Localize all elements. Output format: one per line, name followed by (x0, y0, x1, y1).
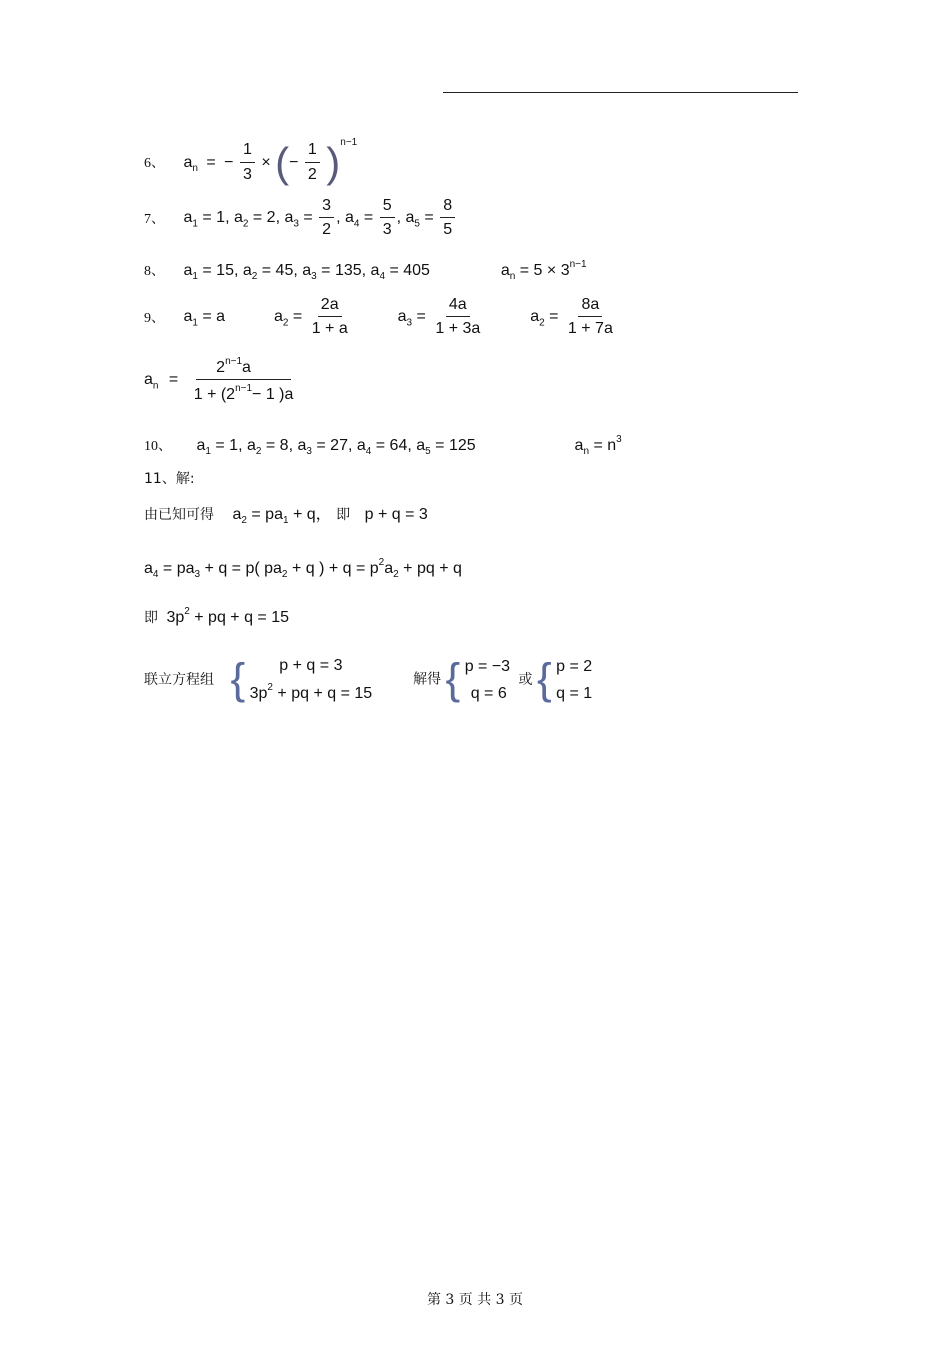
fraction: $\frac{8}{5}$ (440, 197, 455, 240)
solution-line-3: 即 $3p^2$ + pq + q = 15 (144, 606, 290, 626)
fraction: $\frac{5}{3}$ (380, 197, 395, 240)
problem-11-title: 11、解: (144, 471, 195, 487)
solution-line-2: $a_4 = pa_3 + q = p$( $pa_2 + q$ ) + $q = p^2a_2$ + pq + q (144, 557, 462, 580)
problem-10: 10、 $a_1 = 1$, $a_2 = 8$, $a_3 = 27$, $a_4 = 64$, $a_5 = 125$ $a_n = n^3$ (144, 434, 622, 457)
header-rule (443, 92, 798, 93)
left-brace: { (230, 654, 246, 704)
equation-system-line: 联立方程组 { p + q = 3 $3p^2$ + pq + q = 15 解得 { p = −3 q = 6 或 { p = 2 q = 1 (144, 652, 592, 707)
left-brace: { (445, 654, 461, 704)
fraction: $\frac{1}{2}$ (305, 141, 320, 184)
fraction: $\frac{2^{n-1}a}{1 + (2^{n-1}- 1 )a}$ (193, 356, 294, 404)
problem-6: 6、 $a_n$ = − $\frac{1}{3}$ × (− $\frac{1}{2}$ )$^{n-1}$ (144, 137, 358, 186)
problem-9-general-term: $a_n$ = $\frac{2^{n-1}a}{1 + (2^{n-1}- 1 )a}$ (144, 356, 298, 405)
problem-9: 9、 $a_1 = a$ $a_2$ = $\frac{2a}{1 + a}$ $a_3$ = $\frac{4a}{1 + 3a}$ $a_2$ = $\frac{8a}{1 + 7a}$ (144, 296, 618, 339)
general-term: $a_n = n^3$ (574, 434, 622, 457)
solution-set-2: p = 2 q = 1 (556, 657, 593, 702)
fraction: $\frac{2a}{1 + a}$ (311, 296, 348, 338)
equation-system: p + q = 3 $3p^2$ + pq + q = 15 (249, 657, 373, 703)
left-brace: { (536, 654, 552, 704)
left-paren: ( (275, 138, 290, 186)
general-term: $a_n = 5 \times 3^{n-1}$ (500, 259, 587, 282)
page-footer: 第 3 页 共 3 页 (426, 1292, 524, 1308)
fraction: $\frac{8a}{1 + 7a}$ (567, 296, 613, 338)
right-paren: ) (326, 138, 341, 186)
solution-line-1: 由已知可得 $a_2 = pa_1 + q$， 即 p + q = 3 (144, 506, 428, 526)
fraction: $\frac{4a}{1 + 3a}$ (435, 296, 481, 338)
problem-8: 8、 $a_1 = 15$, $a_2 = 45$, $a_3 = 135$, $a_4 = 405$ $a_n = 5 \times 3^{n-1}$ (144, 259, 587, 282)
problem-7: 7、 $a_1 = 1$, $a_2 = 2$, $a_3$ = $\frac{3}{2}$ , $a_4$ = $\frac{5}{3}$ , $a_5$ = $\frac{8}{5}$ (144, 197, 457, 240)
fraction: $\frac{3}{2}$ (319, 197, 334, 240)
fraction: $\frac{1}{3}$ (240, 141, 255, 184)
solution-set-1: p = −3 q = 6 (464, 657, 511, 702)
